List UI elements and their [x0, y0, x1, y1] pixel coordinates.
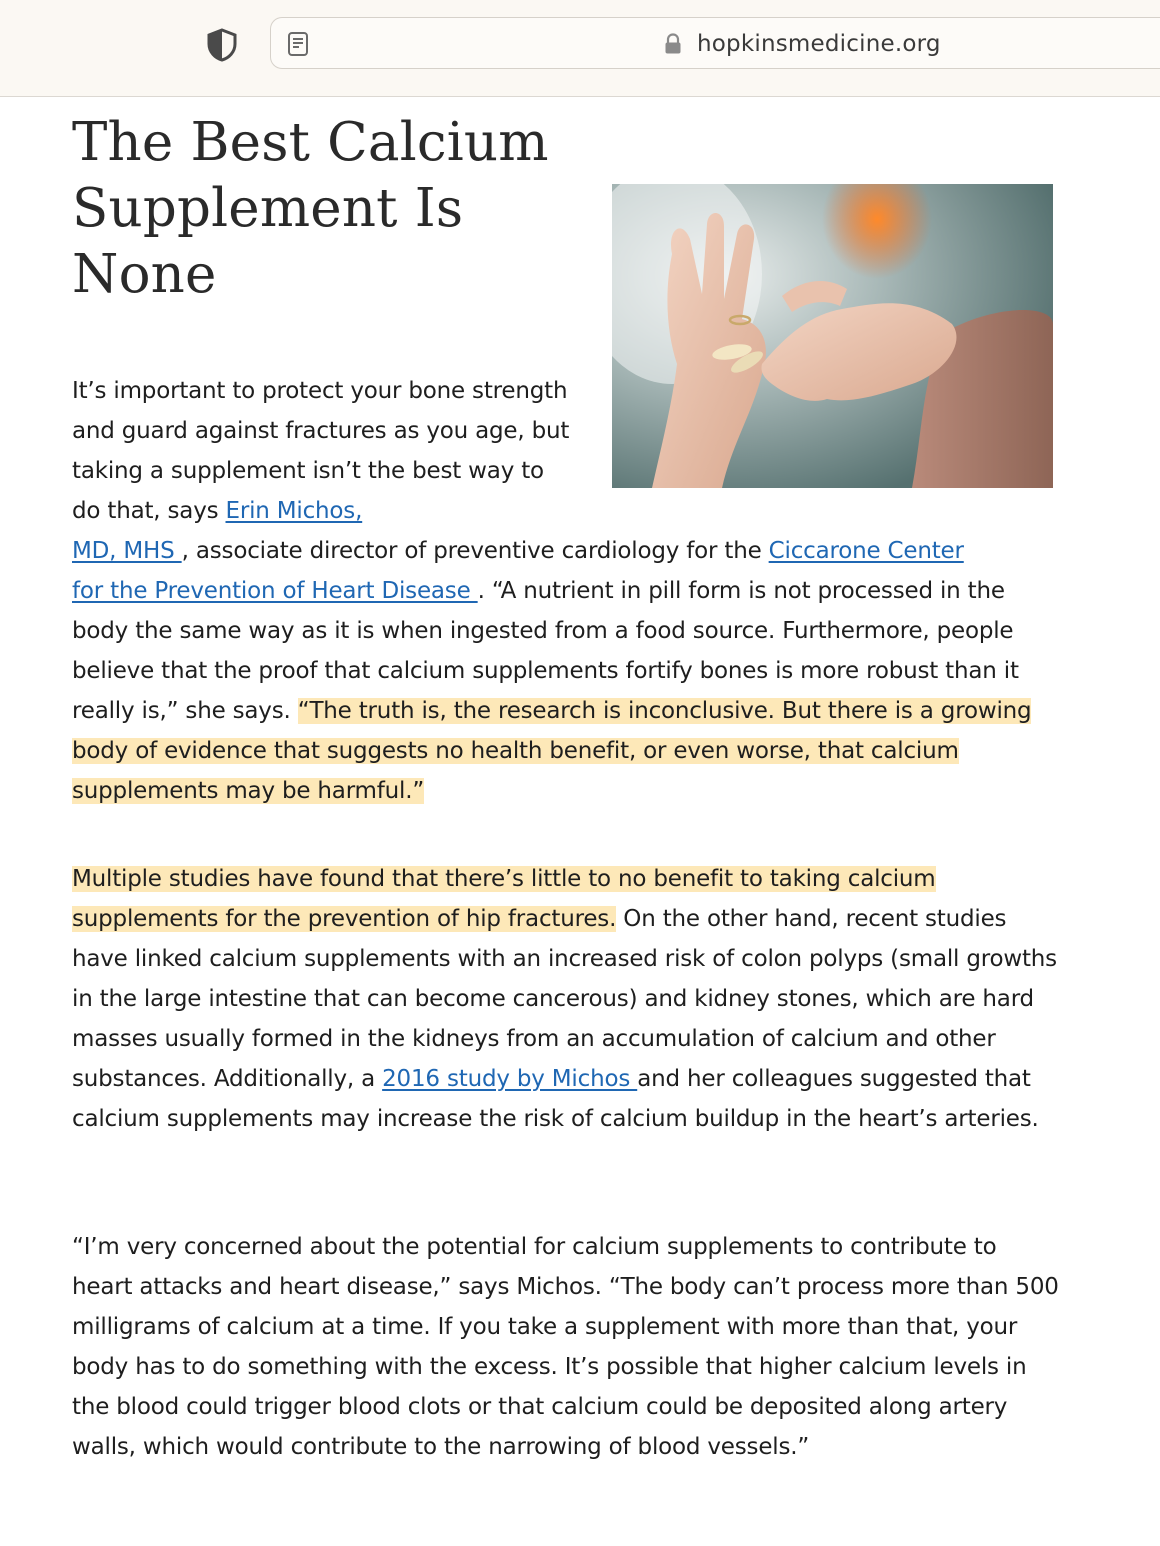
link-ciccarone-center[interactable]: Ciccarone Center [768, 538, 964, 564]
highlighted-quote: “The truth is, the research is inconclusive. But there is a growing body of evidence that suggests no health benefit, or even worse, that calcium supplements may be harmful.” [72, 698, 1032, 804]
reader-view-icon[interactable] [287, 31, 309, 57]
text-span: . “A nutrient in pill form is not processed in the body the same way as it is when ingested from a food source. Furthermore, people believe that the proof that calcium supplements fortify bones is more robust than it really is,” she says. [72, 578, 1019, 724]
address-bar[interactable] [270, 17, 1160, 69]
text-span: On the other hand, recent studies have linked calcium supplements with an increased risk of colon polyps (small growths in the large intestine that can become cancerous) and kidney stones, which are hard masses usually formed in the kidneys from an accumulation of calcium and other substances. Additionally, a [72, 906, 1057, 1092]
highlighted-text: Multiple studies have found that there’s little to no benefit to taking calcium supplements for the prevention of hip fractures. [72, 866, 936, 932]
article-image [612, 184, 1053, 488]
paragraph-1-intro [72, 371, 577, 531]
text-span: and her colleagues suggested that calcium supplements may increase the risk of calcium buildup in the heart’s arteries. [72, 1066, 1039, 1132]
paragraph-3: “I’m very concerned about the potential for calcium supplements to contribute to heart attacks and heart disease,” says Michos. “The body can’t process more than 500 milligrams of calcium at a time. If you take a supplement with more than that, your body has to do something with the excess. It’s possible that higher calcium levels in the blood could trigger blood clots or that calcium could be deposited along artery walls, which would contribute to the narrowing of blood vessels.” [72, 1234, 1059, 1460]
link-erin-michos[interactable]: Erin Michos, [225, 498, 363, 524]
link-erin-michos-cont[interactable]: MD, MHS [72, 538, 182, 564]
shield-icon[interactable] [206, 28, 238, 62]
article-title: The Best Calcium Supplement Is None [72, 112, 549, 305]
paragraph-1 [72, 531, 1062, 811]
lock-icon [664, 33, 682, 55]
browser-toolbar [0, 0, 1160, 97]
link-2016-study[interactable]: 2016 study by Michos [382, 1066, 638, 1092]
url-text: hopkinsmedicine.org [697, 31, 941, 57]
text-span: , associate director of preventive cardiology for the [181, 538, 769, 564]
text-span: It’s important to protect your bone strength and guard against fractures as you age, but taking a supplement isn’t the best way to do that, says [72, 378, 570, 524]
paragraph-2 [72, 859, 1062, 1139]
link-ciccarone-center-cont[interactable]: for the Prevention of Heart Disease [72, 578, 478, 604]
